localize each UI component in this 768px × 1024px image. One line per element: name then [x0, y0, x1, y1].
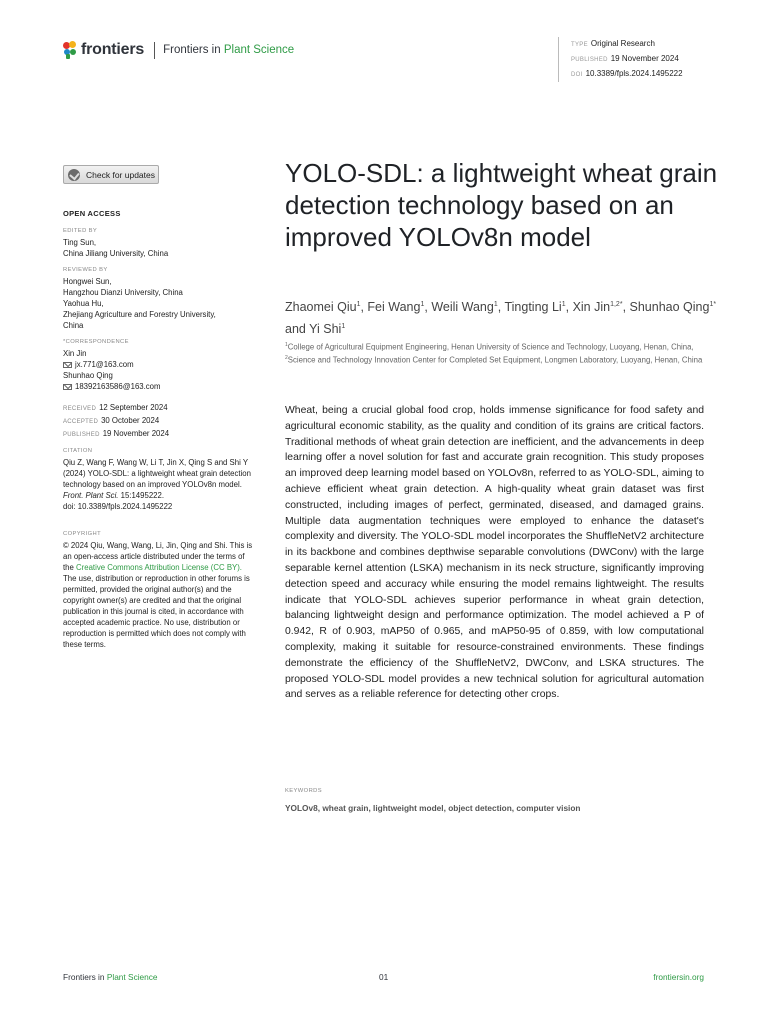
affiliation-1: College of Agricultural Equipment Engineering, Henan University of Science and Technology, Luoyang, Henan, China,	[287, 342, 694, 352]
journal-title: Plant Science	[223, 44, 295, 56]
author-name: Fei Wang	[367, 300, 421, 315]
license-link[interactable]: Creative Commons Attribution License (CC BY).	[76, 563, 242, 572]
author-name: Tingting Li	[504, 300, 562, 315]
author-name: Shunhao Qing	[629, 300, 710, 315]
correspondent-email[interactable]	[63, 381, 253, 392]
reviewer-line: Hongwei Sun,	[63, 277, 112, 286]
accepted-date: 30 October 2024	[101, 416, 160, 425]
author[interactable]	[285, 300, 360, 314]
open-access-label: OPEN ACCESS	[63, 209, 121, 218]
author[interactable]	[573, 300, 623, 314]
citation-block	[63, 446, 253, 512]
email-text[interactable]: 18392163586@163.com	[75, 382, 161, 391]
citation-volume: 15:1495222.	[118, 491, 164, 500]
received-label: RECEIVED	[63, 406, 97, 412]
author-affil-sup: 1	[341, 323, 346, 331]
received-date: 12 September 2024	[99, 403, 168, 412]
author-affil-sup: 1	[493, 301, 498, 308]
check-for-updates-button[interactable]	[63, 165, 159, 184]
doi-link[interactable]: 10.3389/fpls.2024.1495222	[585, 69, 683, 78]
journal-name[interactable]	[163, 44, 294, 56]
affiliations	[285, 340, 725, 366]
reviewer-line: China	[63, 321, 84, 330]
edited-by-label: EDITED BY	[63, 228, 98, 234]
author-name: Yi Shi	[309, 322, 342, 337]
author[interactable]	[504, 300, 565, 314]
citation-journal: Front. Plant Sci.	[63, 491, 119, 500]
author[interactable]	[431, 300, 497, 314]
reviewer-line: Hangzhou Dianzi University, China	[63, 288, 183, 297]
citation-doi[interactable]: doi: 10.3389/fpls.2024.1495222	[63, 502, 173, 511]
check-updates-label: Check for updates	[86, 169, 155, 180]
author-affil-sup: 1,2*	[610, 301, 623, 308]
citation-text: Qiu Z, Wang F, Wang W, Li T, Jin X, Qing S and Shi Y (2024) YOLO-SDL: a lightweight wheat grain detection technology based on an improved YOLOv8n model.	[63, 458, 251, 489]
editor-affiliation: China Jiliang University, China	[63, 249, 169, 258]
article-meta	[558, 37, 683, 82]
published-date: 19 November 2024	[102, 429, 170, 438]
author[interactable]	[309, 322, 345, 336]
email-text[interactable]: jx.771@163.com	[75, 360, 134, 369]
correspondent-name: Shunhao Qing	[63, 371, 113, 380]
copyright-text	[63, 540, 253, 650]
footer-journal-name: Plant Science	[106, 972, 158, 982]
correspondent-email[interactable]	[63, 359, 253, 370]
frontiers-logo[interactable]	[63, 41, 294, 59]
reviewer-line: Zhejiang Agriculture and Forestry University,	[63, 310, 216, 319]
copyright-label: COPYRIGHT	[63, 531, 102, 537]
brand-name: frontiers	[81, 41, 145, 58]
reviewer-line: Yaohua Hu,	[63, 299, 104, 308]
published-label: PUBLISHED	[571, 57, 608, 63]
author-affil-sup: 1*	[709, 301, 717, 308]
affiliation-sup: 2	[285, 354, 288, 361]
author-list: Zhaomei Qiu$^1$, Fei Wang$^1$, Weili Wang$^1$, Tingting Li$^1$, Xin Jin$^{1,2*}$, Shunhao Qing$^{1*}$ and Yi Shi$^1$	[285, 300, 717, 337]
doi-label: DOI	[571, 72, 583, 78]
author[interactable]	[367, 300, 424, 314]
dates-block	[63, 402, 253, 441]
footer-site-link[interactable]	[653, 972, 704, 982]
accepted-label: ACCEPTED	[63, 419, 99, 425]
correspondence-block	[63, 337, 253, 392]
citation-label: CITATION	[63, 448, 93, 454]
author[interactable]	[630, 300, 717, 314]
editor-name: Ting Sun,	[63, 238, 97, 247]
type-value: Original Research	[590, 39, 655, 48]
author-name: Xin Jin	[572, 300, 611, 315]
logo-divider	[154, 42, 155, 59]
author-affil-sup: 1	[420, 301, 425, 308]
check-updates-icon	[68, 169, 80, 181]
author-affil-sup: 1	[561, 301, 566, 308]
published-value: 19 November 2024	[610, 54, 679, 63]
reviewed-by-block	[63, 265, 253, 331]
author-name: Zhaomei Qiu	[285, 300, 357, 315]
envelope-icon	[63, 384, 72, 390]
footer-site: frontiersin.org	[653, 972, 704, 982]
abstract: Wheat, being a crucial global food crop, holds immense significance for food safety and agricultural economic stability, as the quality and condition of its grains are critical factors. Traditional methods of wheat grain detection are inefficient, and the advancements in deep learning offer a novel solution for fast and accurate grain recognition. This study proposes an improved deep learning model based on YOLOv8n, referred to as YOLO-SDL, aiming to achieve efficient wheat grain detection. A high-quality wheat grain dataset was first constructed, including images of perfect, germinated, diseased, and damaged grains. Multiple data augmentation techniques were employed to enhance the dataset's complexity and diversity. The YOLO-SDL model incorporates the ShuffleNetV2 architecture in its backbone and combines depthwise separable convolutions (DWConv) with the large separable kernel attention (LSKA) mechanism in its neck structure, significantly improving detection speed and accuracy while ensuring the model remains lightweight. The results indicate that YOLO-SDL achieves superior performance in wheat grain detection, balancing lightweight design and performance optimization. The model achieved a P of 0.942, R of 0.903, mAP50 of 0.965, and mAP50-95 of 0.859, with low computational complexity, making it suitable for resource-constrained environments. These findings demonstrate the efficiency of the ShuffleNetV2, DWConv, and LSKA structures. The proposed YOLO-SDL model provides a new technical solution for agricultural automation and serves as a reliable reference for detecting other crops.	[285, 405, 704, 701]
author-affil-sup: 1	[356, 301, 361, 308]
reviewed-by-label: REVIEWED BY	[63, 267, 108, 273]
frontiers-logo-icon	[63, 41, 77, 59]
type-label: TYPE	[571, 42, 588, 48]
correspondent-name: Xin Jin	[63, 349, 87, 358]
article-title: YOLO-SDL: a lightweight wheat grain detection technology based on an improved YOLOv8n model	[285, 158, 718, 252]
copyright-text-part: The use, distribution or reproduction in other forums is permitted, provided the original author(s) and the copyright owner(s) are credited and that the original publication in this journal is cited, in accordance with accepted academic practice. No use, distribution or reproduction is permitted which does not comply with these terms.	[63, 574, 250, 649]
edited-by-block	[63, 226, 253, 259]
footer-journal[interactable]	[63, 972, 158, 982]
correspondence-label: *CORRESPONDENCE	[63, 339, 129, 345]
envelope-icon	[63, 362, 72, 368]
published-label: PUBLISHED	[63, 432, 100, 438]
journal-prefix: Frontiers in	[163, 44, 221, 56]
footer-journal-prefix: Frontiers in	[63, 972, 105, 982]
page-number: 01	[379, 972, 389, 982]
affiliation-sup: 1	[285, 342, 288, 348]
copyright-block	[63, 529, 253, 650]
keywords-label: KEYWORDS	[285, 788, 323, 794]
keywords: YOLOv8, wheat grain, lightweight model, object detection, computer vision	[285, 803, 581, 813]
copyright-text-part: © 2024 Qiu, Wang, Wang, Li, Jin, Qing and Shi. This is an open-access article distributed under the terms of the	[63, 541, 253, 572]
author-name: Weili Wang	[431, 300, 494, 315]
affiliation-2: Science and Technology Innovation Center for Completed Set Equipment, Longmen Laboratory, Luoyang, Henan, China	[287, 355, 703, 365]
